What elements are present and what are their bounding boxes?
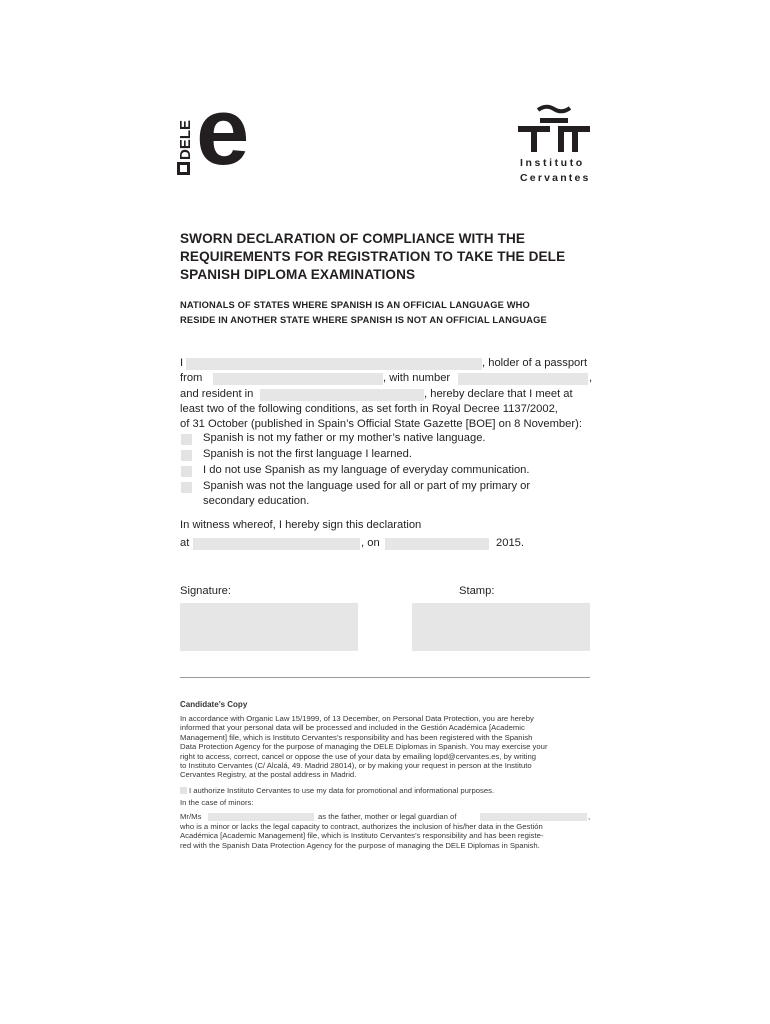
dele-text: DELE	[177, 119, 194, 160]
residence-field[interactable]	[260, 389, 424, 401]
condition-text-1: Spanish is not my father or my mother’s native language.	[203, 432, 486, 444]
copy-heading: Candidate’s Copy	[180, 700, 248, 709]
privacy-line: right to access, correct, cancel or oppose the use of your data by emailing lopd@cervantes.es, by writing	[180, 751, 537, 761]
father-text: as the father, mother or legal guardian of	[318, 812, 457, 821]
year-text: 2015.	[496, 537, 524, 549]
with-number-label: , with number	[383, 372, 451, 384]
condition-text-2: Spanish is not the first language I learned.	[203, 448, 412, 460]
minors-label: In the case of minors:	[180, 798, 254, 807]
condition-checkbox-1[interactable]	[181, 434, 192, 445]
minor-paragraph	[180, 822, 544, 850]
title-line-1: SWORN DECLARATION OF COMPLIANCE WITH THE	[180, 231, 526, 246]
subtitle	[180, 298, 547, 327]
passport-country-field[interactable]	[213, 373, 383, 385]
stamp-box[interactable]	[412, 603, 590, 651]
condition-text-3: I do not use Spanish as my language of everyday communication.	[203, 464, 530, 476]
ic-line1: Instituto	[520, 157, 585, 169]
privacy-line: Cervantes Registry, at the postal address in Madrid.	[180, 770, 357, 780]
title-line-2: REQUIREMENTS FOR REGISTRATION TO TAKE THE DELE	[180, 249, 566, 264]
condition-checkbox-4[interactable]	[181, 482, 192, 493]
privacy-line: to Instituto Cervantes (C/ Alcalá, 49. Madrid 28014), or by making your request in person at the Instituto	[180, 761, 532, 771]
minor-name-field[interactable]	[480, 813, 587, 821]
condition-text-4-cont: secondary education.	[203, 495, 310, 507]
condition-text-4: Spanish was not the language used for all or part of my primary or	[203, 480, 531, 492]
minor-line: red with the Spanish Data Protection Agency for the purpose of managing the DELE Diplomas in Spanish.	[180, 840, 540, 850]
signing-place-field[interactable]	[193, 538, 360, 550]
declaration-line-b: least two of the following conditions, as set forth in Royal Decree 1137/2002,	[180, 403, 558, 415]
title-line-3: SPANISH DIPLOMA EXAMINATIONS	[180, 267, 416, 282]
authorize-text: I authorize Instituto Cervantes to use my data for promotional and informational purposes.	[189, 786, 495, 795]
minor-line: Académica [Academic Management] file, which is Instituto Cervantes’s responsibility and has been registe-	[180, 831, 544, 841]
instituto-cervantes-emblem-icon	[518, 104, 590, 154]
dele-label-svg	[172, 118, 194, 176]
authorize-checkbox[interactable]	[180, 787, 187, 794]
comma-after-number: ,	[589, 372, 593, 384]
signing-date-field[interactable]	[385, 538, 489, 550]
privacy-line: Management] file, which is Instituto Cervantes’s responsibility and has been registered with the Spanish	[180, 732, 533, 742]
guardian-name-field[interactable]	[208, 813, 314, 821]
signature-label: Signature:	[180, 585, 231, 597]
page-title	[180, 230, 565, 284]
privacy-paragraph	[180, 714, 548, 780]
hereby-text: , hereby declare that I meet at	[424, 388, 573, 400]
condition-checkbox-3[interactable]	[181, 466, 192, 477]
subtitle-line-2: RESIDE IN ANOTHER STATE WHERE SPANISH IS NOT AN OFFICIAL LANGUAGE	[180, 314, 547, 325]
signature-box[interactable]	[180, 603, 358, 651]
privacy-line: In accordance with Organic Law 15/1999, of 13 December, on Personal Data Protection, you are hereby	[180, 714, 534, 723]
passport-number-field[interactable]	[458, 373, 588, 385]
divider	[180, 677, 590, 678]
mrms-label: Mr/Ms	[180, 812, 202, 821]
dele-e-letter: e	[196, 78, 250, 185]
i-label: I	[180, 357, 184, 369]
privacy-line: informed that your personal data will be processed and included in the Gestión Académica [Academic	[180, 723, 525, 733]
at-label: at	[180, 537, 190, 549]
witness-text: In witness whereof, I hereby sign this declaration	[180, 519, 422, 531]
full-name-field[interactable]	[186, 358, 482, 370]
ic-line2: Cervantes	[520, 172, 591, 184]
holder-text: , holder of a passport	[482, 357, 588, 369]
privacy-line: Data Protection Agency for the purpose of managing the DELE Diplomas in Spanish. You may exercise your	[180, 742, 548, 752]
resident-label: and resident in	[180, 388, 254, 400]
subtitle-line-1: NATIONALS OF STATES WHERE SPANISH IS AN OFFICIAL LANGUAGE WHO	[180, 300, 530, 310]
dele-vertical-label	[172, 118, 194, 176]
minor-line: who is a minor or lacks the legal capacity to contract, authorizes the inclusion of his/her data in the Gestión	[180, 822, 543, 831]
condition-checkbox-2[interactable]	[181, 450, 192, 461]
stamp-label: Stamp:	[459, 585, 495, 597]
on-label: , on	[361, 537, 380, 549]
minor-comma: ,	[588, 812, 591, 821]
declaration-line-c: of 31 October (published in Spain’s Official State Gazette [BOE] on 8 November):	[180, 418, 582, 430]
from-label: from	[180, 372, 203, 384]
